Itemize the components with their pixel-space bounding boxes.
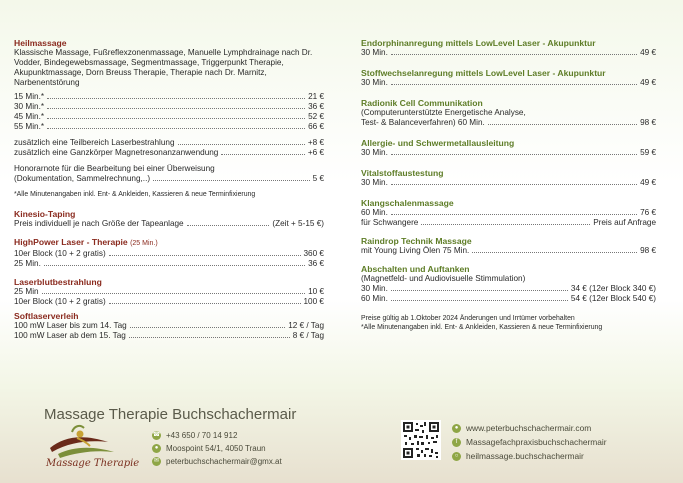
endorphin-title: Endorphinanregung mittels LowLevel Laser - Akupunktur [361, 38, 596, 48]
logo-text: Massage Therapie [46, 458, 140, 469]
facebook-link[interactable] [452, 435, 607, 449]
abschalten-description: (Magnetfeld- und Audiovisuelle Stimmulation) [361, 274, 526, 283]
address-text: Moospoint 54/1, 4050 Traun [166, 444, 266, 453]
instagram-link[interactable] [452, 449, 607, 463]
price-row: 55 Min.* 66 € [14, 122, 324, 131]
price-row: 10er Block (10 + 2 gratis) 360 € [14, 249, 324, 258]
stoffwechsel-title: Stoffwechselanregung mittels LowLevel Laser - Akupunktur [361, 68, 606, 78]
price-row: 30 Min. 34 € (12er Block 340 €) [361, 284, 656, 293]
price-row: 100 mW Laser bis zum 14. Tag 12 € / Tag [14, 321, 324, 330]
klangschalen-title: Klangschalenmassage [361, 198, 454, 208]
extra-row: zusätzlich eine Ganzkörper Magnetresonanzanwendung +6 € [14, 148, 324, 157]
price-row: 100 mW Laser ab dem 15. Tag 8 € / Tag [14, 331, 324, 340]
globe-icon: ● [452, 424, 461, 433]
instagram-text: heilmassage.buchschachermair [466, 451, 584, 461]
klangschalen-section [361, 198, 656, 228]
softlaser-section [14, 311, 324, 341]
radionik-title: Radionik Cell Communikation [361, 98, 483, 108]
instagram-icon: ○ [452, 452, 461, 461]
radionik-section [361, 98, 656, 128]
email-row[interactable] [152, 455, 282, 468]
price-row: 30 Min.* 36 € [14, 102, 324, 111]
heilmassage-title: Heilmassage [14, 38, 67, 48]
contact-info [152, 429, 282, 468]
raindrop-section [361, 236, 656, 256]
kinesio-section [14, 209, 324, 229]
vitalstoff-section [361, 168, 656, 188]
phone-icon: ☎ [152, 432, 161, 438]
highpower-section [14, 237, 324, 269]
raindrop-title: Raindrop Technik Massage [361, 236, 472, 246]
stoffwechsel-section [361, 68, 656, 88]
price-row: 45 Min.* 52 € [14, 112, 324, 121]
phone-row[interactable] [152, 429, 282, 442]
price-row: 30 Min. 49 € [361, 48, 656, 57]
softlaser-title: Softlaserverleih [14, 311, 79, 321]
price-row: 60 Min. 54 € (12er Block 540 €) [361, 294, 656, 303]
facebook-icon: f [452, 438, 461, 447]
heilmassage-description: Klassische Massage, Fußreflexzonenmassage, Manuelle Lymphdrainage nach Dr. Vodder, Bindegewebsmassage, Segmentmassage, Triggerpunkt Therapie, Akupunktmassage, Dorn Breuss Therapie, Therapie nach Dr. Marnitz, Narbenentstörung [14, 48, 313, 87]
price-row: Test- & Balanceverfahren) 60 Min. 98 € [361, 118, 656, 127]
highpower-title: HighPower Laser - Therapie (25 Min.) [14, 237, 158, 247]
abschalten-title: Abschalten und Auftanken [361, 264, 470, 274]
email-icon: ✉ [153, 458, 160, 464]
online-links [452, 421, 607, 463]
price-row: mit Young Living Ölen 75 Min. 98 € [361, 246, 656, 255]
location-pin-icon: ● [152, 444, 161, 453]
footnote-right: *Alle Minutenangaben inkl. Ent- & Ankleiden, Kassieren & neue Terminfixierung [361, 324, 603, 331]
address-row [152, 442, 282, 455]
honorar-row: (Dokumentation, Sammelrechnung,..) 5 € [14, 174, 324, 183]
endorphin-section [361, 38, 656, 58]
right-column [361, 38, 656, 332]
price-row: 15 Min.* 21 € [14, 92, 324, 101]
left-column [14, 38, 324, 341]
qr-code[interactable] [401, 420, 441, 460]
price-row: 30 Min. 59 € [361, 148, 656, 157]
footnote: *Alle Minutenangaben inkl. Ent- & Ankleiden, Kassieren & neue Terminfixierung [14, 191, 256, 198]
laserblut-section [14, 277, 324, 307]
price-row: 30 Min. 49 € [361, 78, 656, 87]
heilmassage-section [14, 38, 324, 199]
laserblut-title: Laserblutbestrahlung [14, 277, 102, 287]
price-row: 60 Min. 76 € [361, 208, 656, 217]
price-row: 25 Min. 36 € [14, 259, 324, 268]
allergie-title: Allergie- und Schwermetallausleitung [361, 138, 515, 148]
price-row: 10er Block (10 + 2 gratis) 100 € [14, 297, 324, 306]
allergie-section [361, 138, 656, 158]
phone-text: +43 650 / 70 14 912 [166, 431, 238, 440]
facebook-text: Massagefachpraxisbuchschachermair [466, 437, 607, 447]
abschalten-section [361, 264, 656, 304]
email-text: peterbuchschachermair@gmx.at [166, 457, 282, 466]
vitalstoff-title: Vitalstoffaustestung [361, 168, 444, 178]
validity-note: Preise gültig ab 1.Oktober 2024 Änderungen und Irrtümer vorbehalten [361, 315, 575, 322]
price-row: für Schwangere Preis auf Anfrage [361, 218, 656, 227]
kinesio-title: Kinesio-Taping [14, 209, 76, 219]
extra-row: zusätzlich eine Teilbereich Laserbestrahlung +8 € [14, 138, 324, 147]
honorar-text: Honorarnote für die Bearbeitung bei einer Überweisung [14, 164, 215, 173]
price-row: 25 Min 10 € [14, 287, 324, 296]
price-row: 30 Min. 49 € [361, 178, 656, 187]
price-row: Preis individuell je nach Größe der Tapeanlage (Zeit + 5-15 €) [14, 219, 324, 228]
website-link[interactable] [452, 421, 607, 435]
website-text: www.peterbuchschachermair.com [466, 423, 592, 433]
radionik-description: (Computerunterstützte Energetische Analyse, [361, 108, 526, 117]
brand-title: Massage Therapie Buchschachermair [44, 406, 297, 423]
